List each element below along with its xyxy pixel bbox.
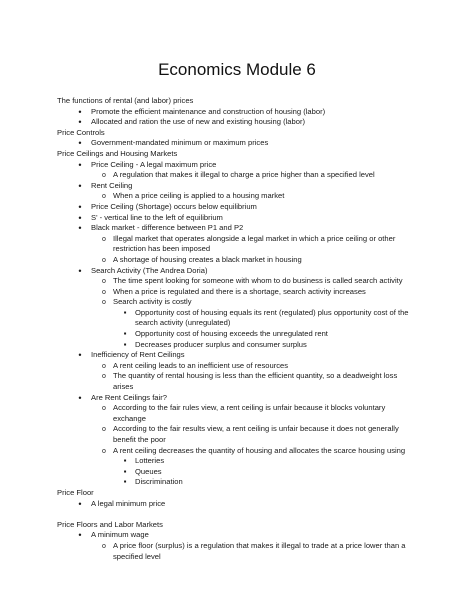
line-text: Queues (135, 466, 162, 476)
bullet-circle-icon (99, 371, 109, 383)
bullet-square-icon (120, 456, 130, 467)
line-text: A price floor (surplus) is a regulation that makes it illegal to trade at a price lower than a specified level (113, 540, 406, 561)
list-item-level-3 (57, 477, 429, 488)
line-text: Inefficiency of Rent Ceilings (91, 350, 185, 360)
line-text: A rent ceiling decreases the quantity of housing and allocates the scarce housing using (113, 445, 406, 455)
line-text: Opportunity cost of housing equals its rent (regulated) plus opportunity cost of the search activity (unregulated) (135, 307, 409, 328)
list-item-level-1 (57, 107, 429, 118)
line-text: The time spent looking for someone with whom to do business is called search activity (113, 276, 403, 286)
section-heading (57, 520, 429, 531)
list-item-level-2 (57, 371, 413, 392)
list-item-level-1 (57, 138, 429, 149)
page-title: Economics Module 6 (158, 60, 316, 79)
line-text: Illegal market that operates alongside a legal market in which a price ceiling or other restriction has been imposed (113, 233, 396, 254)
bullet-square-icon (120, 329, 130, 340)
list-item-level-2 (57, 276, 413, 287)
list-item-level-2 (57, 541, 413, 562)
line-text: The functions of rental (and labor) prices (57, 96, 194, 105)
line-text: Opportunity cost of housing exceeds the unregulated rent (135, 329, 328, 339)
line-text: A rent ceiling leads to an inefficient use of resources (113, 360, 289, 370)
line-text: Discrimination (135, 477, 183, 487)
line-text: A regulation that makes it illegal to charge a price higher than a specified level (113, 170, 375, 180)
list-item-level-1 (57, 181, 429, 192)
list-item-level-3 (57, 467, 429, 478)
list-item-level-2 (57, 297, 429, 308)
line-text: Price Floor (57, 487, 94, 497)
list-item-level-3 (57, 329, 429, 340)
bullet-square-icon (120, 308, 130, 319)
line-text: Price Controls (57, 127, 105, 137)
line-text: The quantity of rental housing is less than the efficient quantity, so a deadweight loss arises (113, 371, 398, 392)
list-item-level-3 (57, 340, 429, 351)
list-item-level-1 (57, 499, 429, 510)
line-text: Black market - difference between P1 and P2 (91, 223, 244, 233)
bullet-circle-icon (99, 234, 109, 246)
line-text: When a price is regulated and there is a shortage, search activity increases (113, 286, 366, 296)
notes-outline (57, 96, 429, 562)
list-item-level-2 (57, 287, 429, 298)
bullet-circle-icon (99, 403, 109, 415)
list-item-level-3 (57, 308, 413, 329)
line-text: A minimum wage (91, 530, 149, 540)
list-item-level-1 (57, 213, 429, 224)
line-text: When a price ceiling is applied to a housing market (113, 191, 285, 201)
bullet-disc-icon (75, 499, 85, 511)
list-item-level-1 (57, 350, 429, 361)
list-item-level-2 (57, 234, 413, 255)
line-text: Promote the efficient maintenance and construction of housing (labor) (91, 106, 326, 116)
list-item-level-2 (57, 446, 413, 457)
line-text: Are Rent Ceilings fair? (91, 392, 167, 402)
line-text: Rent Ceiling (91, 180, 133, 190)
list-item-level-1 (57, 223, 429, 234)
list-item-level-1 (57, 393, 429, 404)
list-item-level-1 (57, 202, 429, 213)
line-text: Decreases producer surplus and consumer surplus (135, 339, 307, 349)
line-text: Search Activity (The Andrea Doria) (91, 265, 208, 275)
list-item-level-1 (57, 160, 429, 171)
section-heading (57, 96, 429, 107)
line-text: According to the fair rules view, a rent ceiling is unfair because it blocks voluntary exchange (113, 403, 386, 423)
list-item-level-2 (57, 361, 429, 372)
bullet-circle-icon (99, 424, 109, 436)
list-item-level-3 (57, 456, 429, 467)
list-item-level-1 (57, 117, 429, 128)
bullet-circle-icon (99, 541, 109, 553)
list-item-level-1 (57, 266, 429, 277)
line-text: S' - vertical line to the left of equilibrium (91, 212, 223, 222)
line-text: Price Ceiling - A legal maximum price (91, 159, 217, 169)
line-text: Price Ceiling (Shortage) occurs below equilibrium (91, 201, 257, 211)
line-text: Price Ceilings and Housing Markets (57, 148, 178, 158)
bullet-square-icon (120, 340, 130, 351)
line-text: A shortage of housing creates a black market in housing (113, 254, 302, 264)
line-text: Government-mandated minimum or maximum prices (91, 138, 269, 148)
list-item-level-2 (57, 403, 413, 424)
line-text: A legal minimum price (91, 498, 166, 508)
section-heading (57, 128, 429, 139)
section-heading (57, 149, 429, 160)
line-text: According to the fair results view, a rent ceiling is unfair because it does not generally benefit the poor (113, 424, 399, 444)
line-text: Price Floors and Labor Markets (57, 519, 163, 529)
bullet-square-icon (120, 467, 130, 478)
list-item-level-2 (57, 170, 413, 181)
list-item-level-2 (57, 191, 429, 202)
line-text: Allocated and ration the use of new and existing housing (labor) (91, 117, 306, 127)
list-item-level-2 (57, 255, 429, 266)
line-text: Search activity is costly (113, 297, 192, 307)
list-item-level-1 (57, 530, 429, 541)
section-heading (57, 488, 429, 499)
bullet-square-icon (120, 477, 130, 488)
line-text: Lotteries (135, 456, 165, 466)
list-item-level-2 (57, 424, 413, 445)
blank-line (57, 509, 429, 520)
